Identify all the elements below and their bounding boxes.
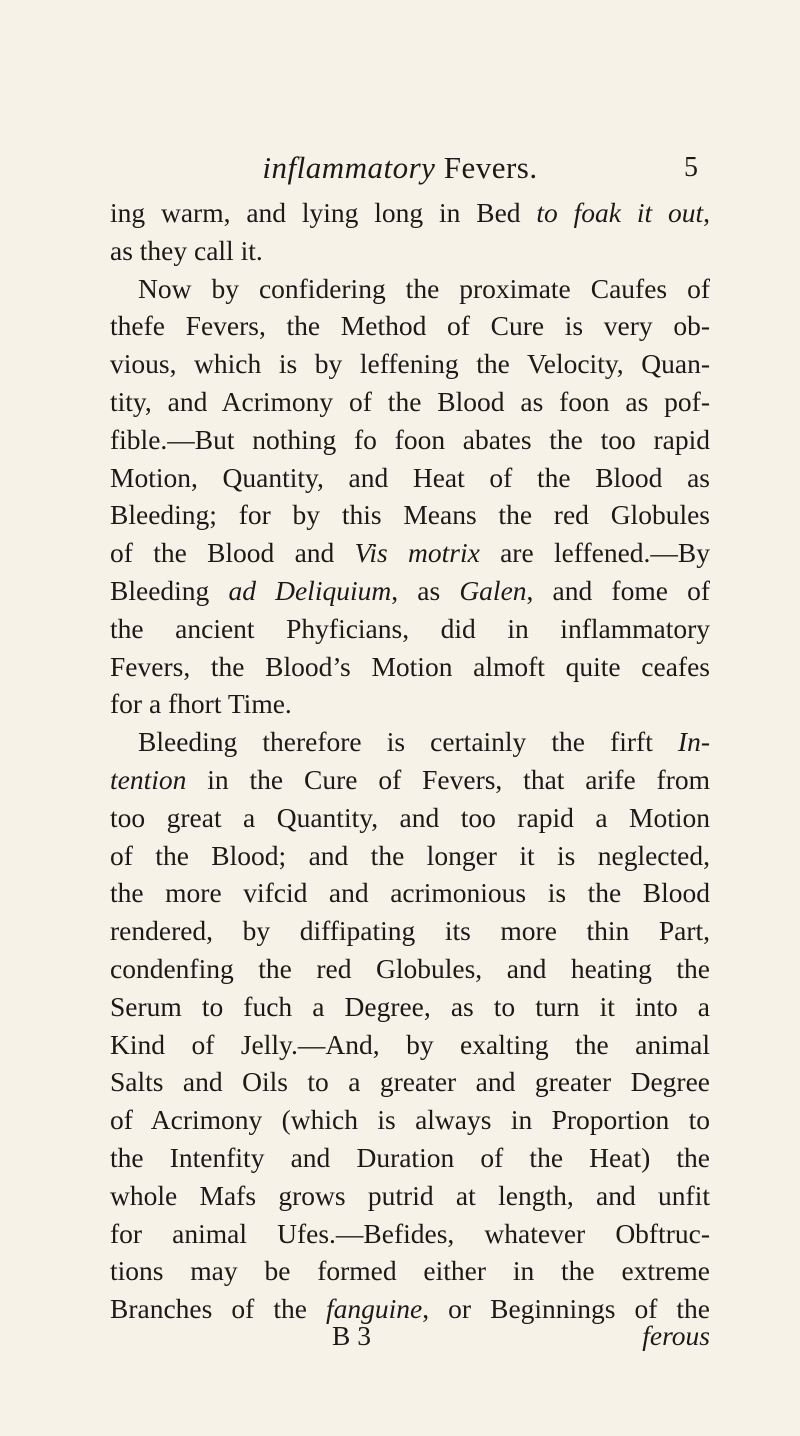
text-run: Branches of the — [110, 1293, 326, 1325]
text-line — [110, 421, 710, 459]
text-line — [110, 761, 710, 799]
running-title-rest: Fevers. — [435, 150, 538, 185]
text-line — [110, 232, 710, 270]
running-title — [0, 150, 800, 186]
text-line — [110, 912, 710, 950]
text-run: Fevers, the Blood’s Motion almoft quite ceafes — [110, 650, 710, 682]
text-run: for a fhort Time. — [110, 688, 292, 720]
text-run: Bleeding therefore is certainly the firft — [138, 726, 678, 758]
text-run: of the Blood; and the longer it is neglected, — [110, 839, 710, 871]
italic-run: tention — [110, 763, 187, 795]
text-line — [110, 1177, 710, 1215]
text-run: , as — [391, 574, 460, 606]
text-run: Bleeding; for by this Means the red Globules — [110, 499, 710, 531]
text-run: , — [703, 197, 710, 228]
text-line — [110, 610, 710, 648]
page-footer — [110, 1320, 710, 1360]
text-run: rendered, by diffipating its more thin Part, — [110, 915, 710, 947]
text-line — [110, 988, 710, 1026]
text-line — [110, 1215, 710, 1253]
text-run: thefe Fevers, the Method of Cure is very ob- — [110, 310, 710, 342]
text-run: Motion, Quantity, and Heat of the Blood as — [110, 461, 710, 493]
text-run: ing warm, and lying long in Bed — [110, 197, 537, 228]
text-run: the more vifcid and acrimonious is the Blood — [110, 877, 710, 909]
text-line — [110, 383, 710, 421]
text-line — [110, 685, 710, 723]
text-run: Kind of Jelly.—And, by exalting the animal — [110, 1028, 710, 1060]
text-run: of Acrimony (which is always in Proportion to — [110, 1104, 710, 1136]
text-run: as they call it. — [110, 234, 263, 266]
text-line — [110, 1063, 710, 1101]
text-run: Bleeding — [110, 574, 229, 606]
text-line — [110, 345, 710, 383]
text-run: in the Cure of Fevers, that arife from — [186, 763, 710, 795]
body-text — [110, 194, 710, 1328]
text-line — [110, 1252, 710, 1290]
text-run: tity, and Acrimony of the Blood as foon as pof- — [110, 385, 710, 417]
text-run: for animal Ufes.—Befides, whatever Obftruc- — [110, 1217, 710, 1249]
text-run: , and fome of — [526, 574, 710, 606]
text-line — [110, 270, 710, 308]
text-line — [110, 1139, 710, 1177]
text-line — [110, 874, 710, 912]
text-run: vious, which is by leffening the Velocity, Quan- — [110, 348, 710, 380]
italic-run: Galen — [459, 574, 527, 606]
italic-run: In- — [677, 726, 710, 758]
text-line — [110, 799, 710, 837]
text-line — [110, 572, 710, 610]
italic-run: to foak it out — [536, 197, 704, 228]
text-run: the ancient Phyficians, did in inflammatory — [110, 612, 710, 644]
text-run: Serum to fuch a Degree, as to turn it into a — [110, 990, 710, 1022]
text-line — [110, 307, 710, 345]
text-run: are leffened.—By — [479, 537, 710, 569]
page-header — [0, 150, 800, 190]
text-line — [110, 950, 710, 988]
text-run: fible.—But nothing fo foon abates the too rapid — [110, 423, 710, 455]
text-run: Now by confidering the proximate Caufes of — [138, 272, 710, 304]
italic-run: Vis motrix — [354, 537, 480, 569]
text-run: Salts and Oils to a greater and greater Degree — [110, 1066, 710, 1098]
text-line — [110, 723, 710, 761]
signature-mark: B 3 — [332, 1320, 371, 1351]
running-title-italic: inflammatory — [262, 150, 436, 185]
text-line — [110, 648, 710, 686]
page-number: 5 — [684, 152, 698, 183]
text-run: whole Mafs grows putrid at length, and unfit — [110, 1179, 710, 1211]
text-line — [110, 194, 710, 232]
italic-run: ad Deliquium — [228, 574, 392, 606]
catchword: ferous — [642, 1320, 710, 1351]
text-run: of the Blood and — [110, 537, 355, 569]
text-line — [110, 1101, 710, 1139]
text-run: , or Beginnings of the — [422, 1293, 710, 1325]
text-line — [110, 837, 710, 875]
italic-run: fanguine — [325, 1293, 423, 1325]
text-run: the Intenfity and Duration of the Heat) the — [110, 1141, 710, 1173]
text-line — [110, 459, 710, 497]
text-run: condenfing the red Globules, and heating the — [110, 952, 710, 984]
text-line — [110, 1026, 710, 1064]
text-line — [110, 496, 710, 534]
text-line — [110, 534, 710, 572]
text-run: too great a Quantity, and too rapid a Motion — [110, 801, 710, 833]
text-run: tions may be formed either in the extreme — [110, 1255, 710, 1287]
